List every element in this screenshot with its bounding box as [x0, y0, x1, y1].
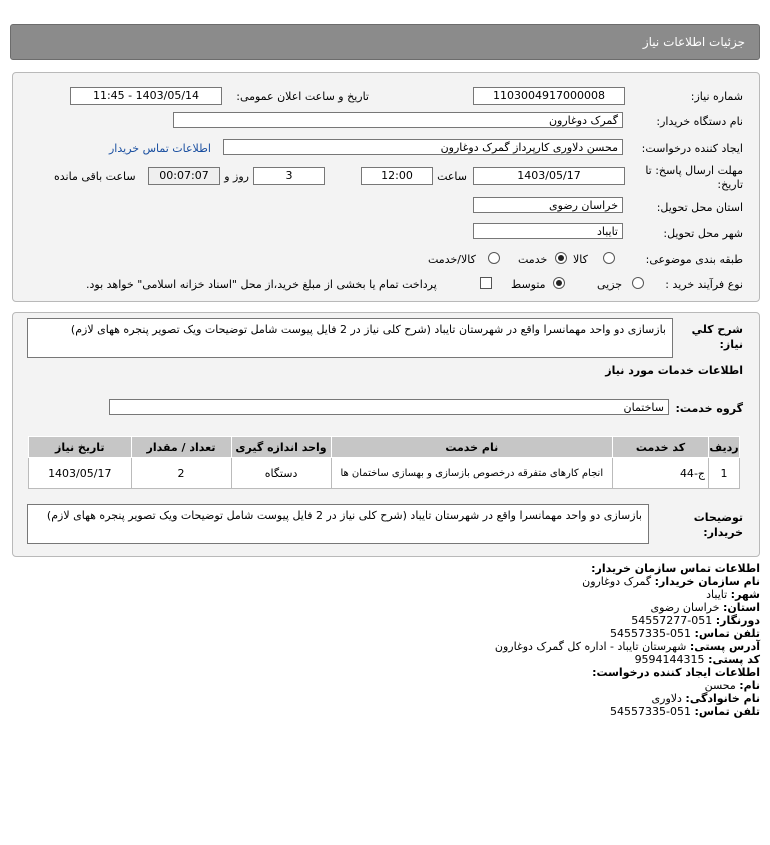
announce-field: 1403/05/14 - 11:45: [70, 87, 222, 105]
summary-label-2: نیاز:: [719, 338, 743, 351]
cell-qty: 2: [131, 458, 231, 489]
province-label: استان محل تحویل:: [656, 201, 743, 214]
page-header: [10, 24, 760, 60]
contact-province-line: [650, 601, 760, 615]
creator-name: محسن: [704, 679, 736, 692]
deadline-time-label: ساعت: [437, 170, 467, 183]
category-both-label: کالا/خدمت: [428, 253, 476, 266]
contact-city-line: [706, 588, 760, 602]
need-info-panel: [12, 72, 760, 302]
deadline-date-field: 1403/05/17: [473, 167, 625, 185]
summary-label-1: شرح کلي: [691, 323, 743, 336]
col-name: نام خدمت: [331, 437, 612, 458]
cell-unit: دستگاه: [231, 458, 331, 489]
service-group-label: گروه خدمت:: [675, 402, 743, 415]
services-title: اطلاعات خدمات مورد نیاز: [605, 364, 743, 377]
contact-fax-line: [631, 614, 760, 628]
buyer-contact-link[interactable]: اطلاعات تماس خریدار: [109, 142, 211, 155]
creator-family-line: [652, 692, 760, 706]
page-title: جزئیات اطلاعات نیاز: [642, 35, 745, 49]
contact-address-line: [495, 640, 760, 654]
creator-phone-line: [610, 705, 760, 719]
buyer-notes-text: بازسازی دو واحد مهمانسرا واقع در شهرستان تایباد (شرح کلی نیاز در 2 فایل پیوست شامل توضیحات ویک تصویر پنجره ههای لازم): [27, 504, 649, 544]
col-row: ردیف: [709, 437, 740, 458]
province-field: خراسان رضوی: [473, 197, 623, 213]
category-both-radio[interactable]: [488, 252, 500, 264]
creator-name-line: [705, 679, 760, 693]
buyer-notes-label-1: توضیحات: [693, 511, 743, 524]
contact-org-line: [582, 575, 760, 589]
process-partial-label: جزیی: [597, 278, 623, 291]
cell-row: 1: [709, 458, 740, 489]
service-group-field: ساختمان: [109, 399, 669, 415]
contact-address: شهرستان تایباد - اداره کل گمرک دوغارون: [494, 640, 687, 653]
contact-phone-line: [610, 627, 760, 641]
need-number-label: شماره نیاز:: [690, 90, 743, 103]
cell-date: 1403/05/17: [29, 458, 132, 489]
contact-postal-line: [635, 653, 760, 667]
treasury-payment-checkbox[interactable]: [480, 277, 492, 289]
contact-province-label: استان:: [723, 601, 760, 614]
contact-fax-label: دورنگار:: [715, 614, 760, 627]
contact-fax: 051-54557277: [631, 614, 713, 627]
creator-name-label: نام:: [739, 679, 760, 692]
buyer-notes-label-2: خریدار:: [703, 526, 743, 539]
deadline-time-field: 12:00: [361, 167, 433, 185]
process-medium-radio[interactable]: [553, 277, 565, 289]
col-unit: واحد اندازه گیری: [231, 437, 331, 458]
category-label: طبقه بندی موضوعی:: [645, 253, 743, 266]
deadline-label-1: مهلت ارسال پاسخ: تا: [645, 164, 743, 177]
description-panel: [12, 312, 760, 557]
remaining-label: ساعت باقی مانده: [54, 170, 136, 183]
creator-phone-label: تلفن تماس:: [694, 705, 760, 718]
process-medium-label: متوسط: [511, 278, 546, 291]
cell-code: ج-44: [612, 458, 708, 489]
days-label: روز و: [224, 170, 249, 183]
contact-address-label: آدرس پستی:: [689, 640, 760, 653]
contact-province: خراسان رضوی: [650, 601, 720, 614]
need-number-field: 1103004917000008: [473, 87, 625, 105]
category-service-radio[interactable]: [555, 252, 567, 264]
buyer-org-field: گمرک دوغارون: [173, 112, 623, 128]
remaining-field: 00:07:07: [148, 167, 220, 185]
days-field: 3: [253, 167, 325, 185]
category-goods-radio[interactable]: [603, 252, 615, 264]
contact-city-label: شهر:: [730, 588, 760, 601]
creator-family-label: نام خانوادگی:: [685, 692, 760, 705]
contact-org: گمرک دوغارون: [582, 575, 652, 588]
city-field: تایباد: [473, 223, 623, 239]
treasury-payment-note: پرداخت تمام یا بخشی از مبلغ خرید،از محل "اسناد خزانه اسلامی" خواهد بود.: [86, 278, 437, 291]
contact-postal: 9594144315: [634, 653, 705, 666]
contact-phone-label: تلفن تماس:: [694, 627, 760, 640]
services-table: [28, 436, 740, 489]
creator-family: دلاوری: [651, 692, 682, 705]
creator-phone: 051-54557335: [610, 705, 692, 718]
contact-title: اطلاعات تماس سازمان خریدار:: [591, 562, 760, 575]
cell-name: انجام کارهای متفرقه درخصوص بازسازی و بهسازی ساختمان ها: [331, 458, 612, 489]
table-row: [29, 458, 740, 489]
creator-title: اطلاعات ایجاد کننده درخواست:: [592, 666, 760, 679]
col-code: کد خدمت: [612, 437, 708, 458]
city-label: شهر محل تحویل:: [663, 227, 743, 240]
process-label: نوع فرآیند خرید :: [665, 278, 743, 291]
summary-text: بازسازی دو واحد مهمانسرا واقع در شهرستان تایباد (شرح کلی نیاز در 2 فایل پیوست شامل توضیحات ویک تصویر پنجره ههای لازم): [27, 318, 673, 358]
process-partial-radio[interactable]: [632, 277, 644, 289]
category-goods-label: کالا: [573, 253, 588, 266]
category-service-label: خدمت: [518, 253, 548, 266]
deadline-label-2: تاریخ:: [717, 178, 743, 191]
col-qty: تعداد / مقدار: [131, 437, 231, 458]
col-date: تاریخ نیاز: [29, 437, 132, 458]
requester-field: محسن دلاوری کارپرداز گمرک دوغارون: [223, 139, 623, 155]
contact-city: تایباد: [706, 588, 728, 601]
requester-label: ایجاد کننده درخواست:: [641, 142, 743, 155]
contact-postal-label: کد پستی:: [708, 653, 760, 666]
table-header-row: [29, 437, 740, 458]
contact-org-label: نام سازمان خریدار:: [654, 575, 760, 588]
announce-label: تاریخ و ساعت اعلان عمومی:: [236, 90, 369, 103]
buyer-org-label: نام دستگاه خریدار:: [656, 115, 743, 128]
contact-phone: 051-54557335: [610, 627, 692, 640]
